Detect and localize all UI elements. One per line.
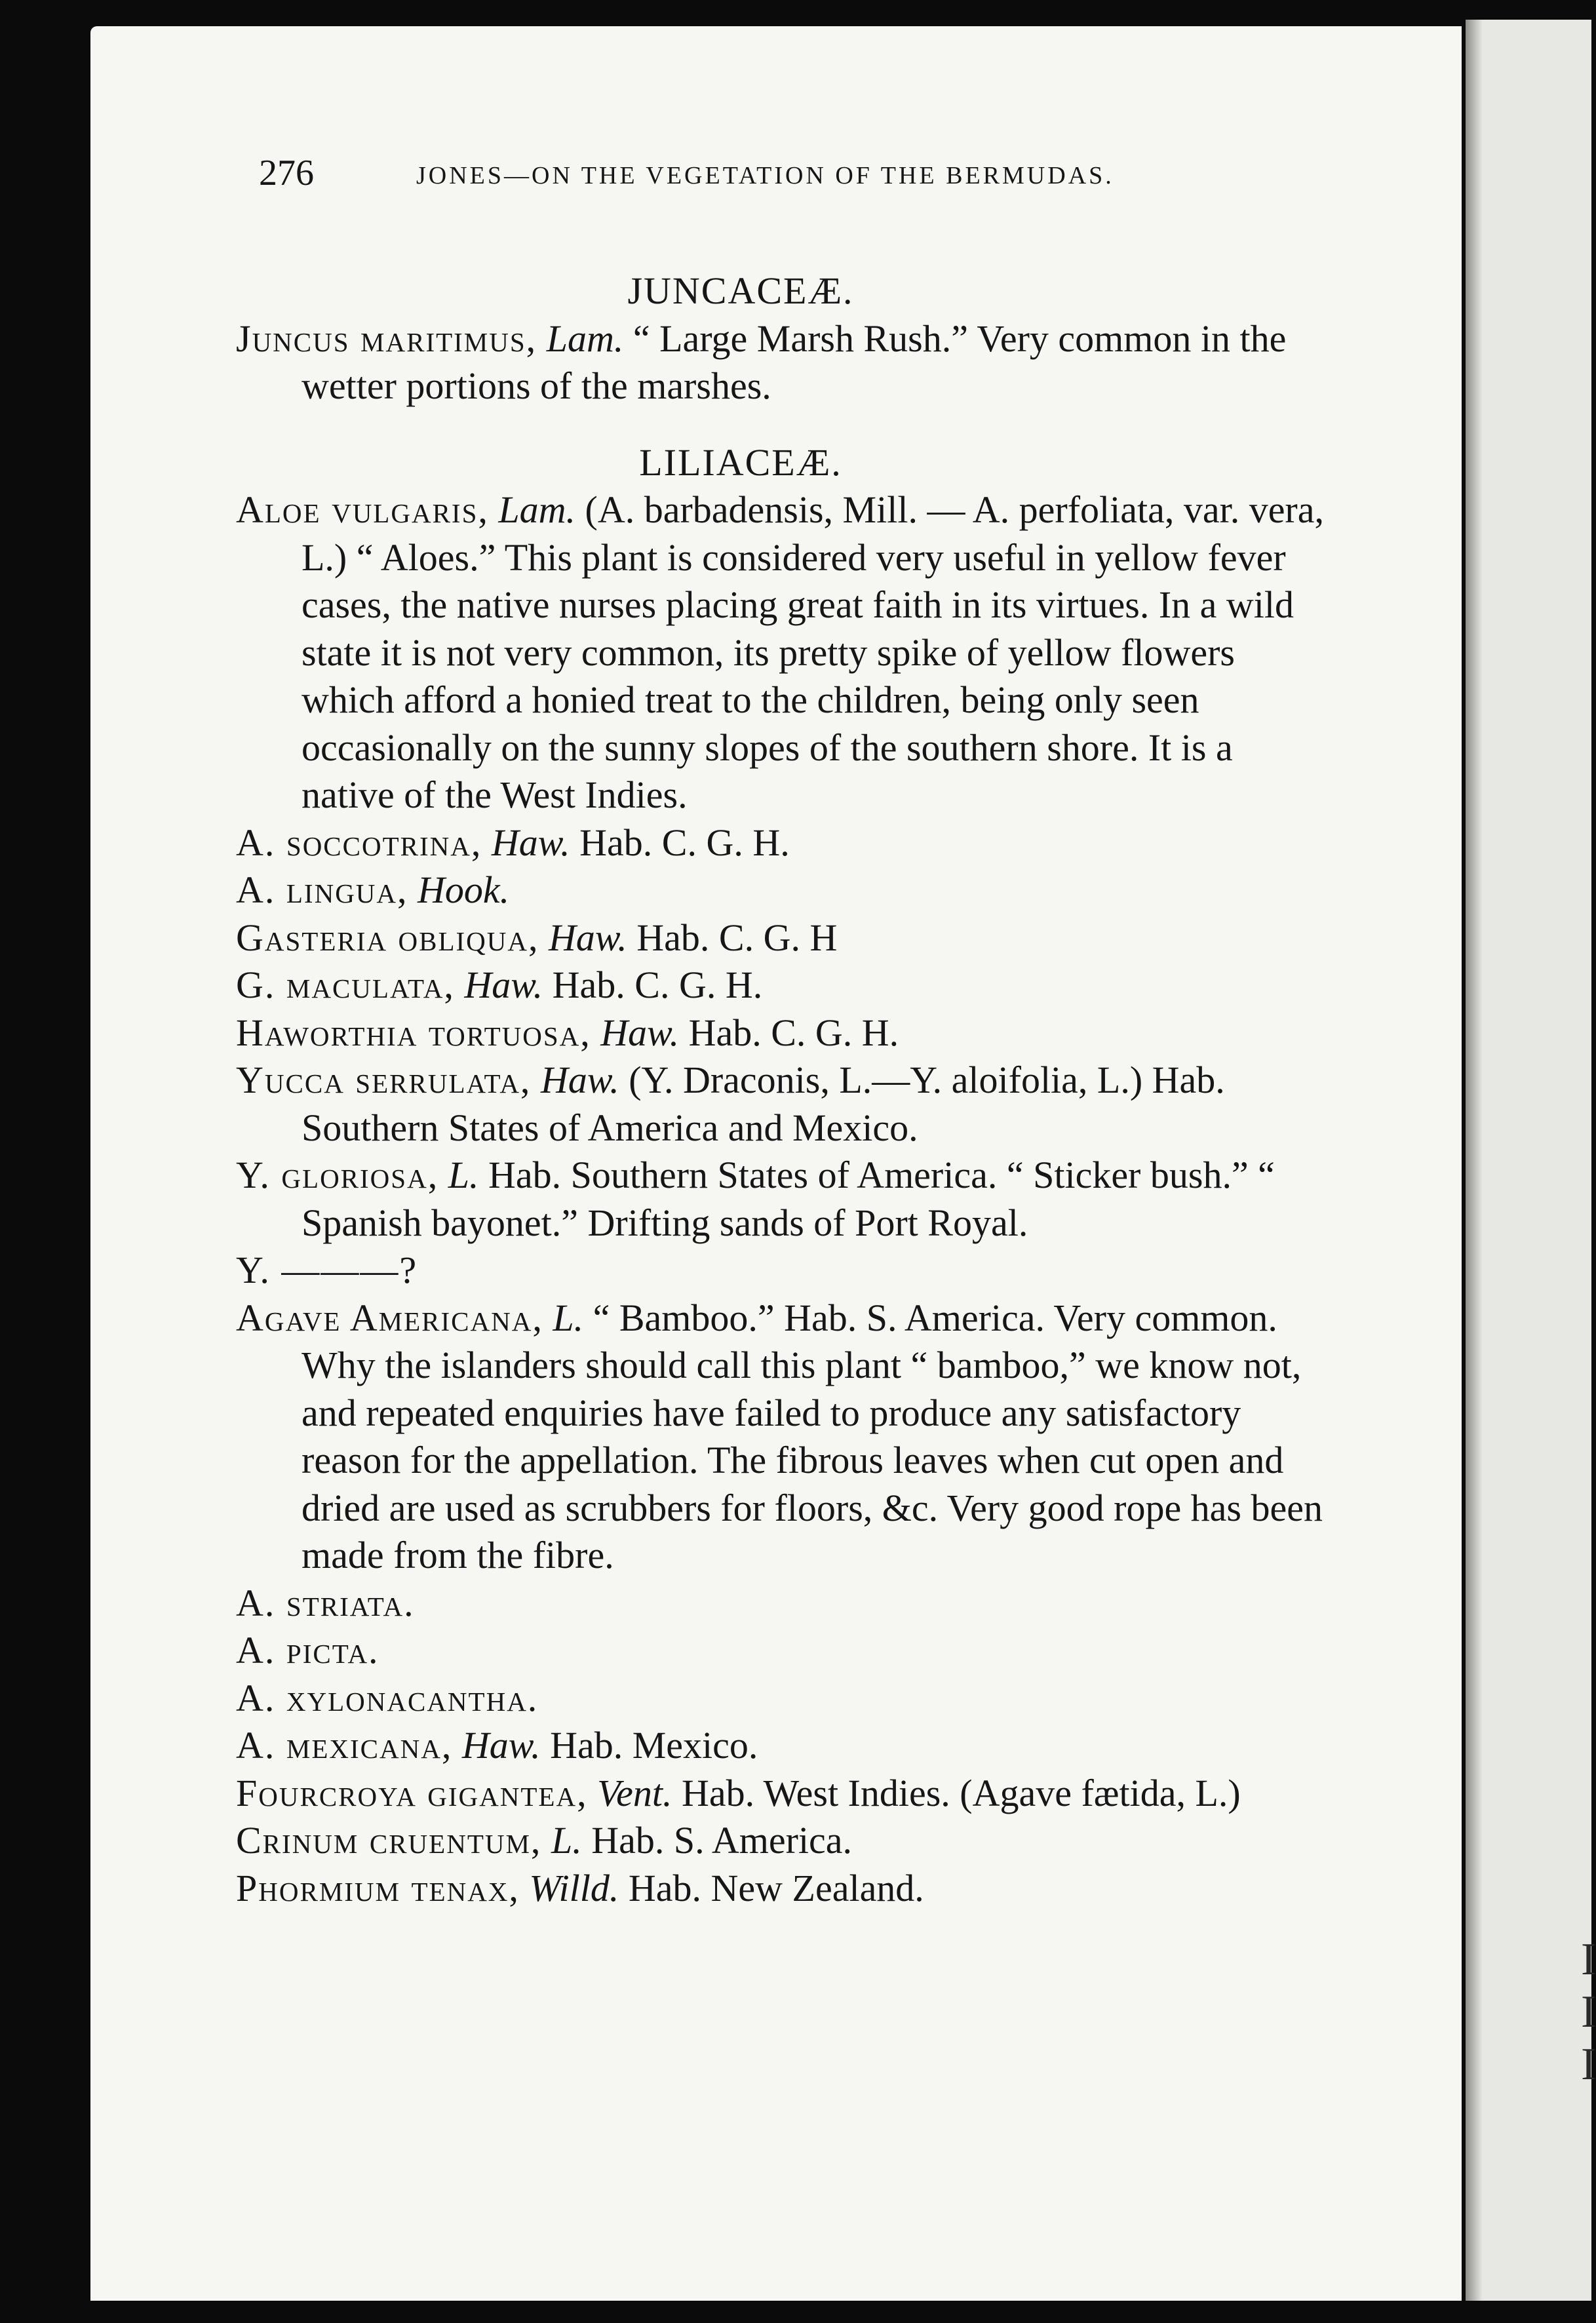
species-name: Gasteria obliqua, (236, 916, 539, 959)
species-entry (236, 962, 1324, 1009)
species-entry (236, 819, 1324, 867)
species-name: Haworthia tortuosa, (236, 1011, 591, 1054)
species-entry (236, 1152, 1324, 1247)
species-note: “ Large Marsh Rush.” Very common in the wetter portions of the marshes. (302, 317, 1287, 407)
page-number: 276 (259, 153, 314, 193)
species-entry (236, 1247, 1324, 1295)
species-name: Fourcroya gigantea, (236, 1771, 588, 1814)
book-page (90, 26, 1462, 2301)
species-name: Phormium tenax, (236, 1866, 520, 1909)
species-name: Y. ———? (236, 1249, 418, 1291)
species-entry (236, 1057, 1324, 1152)
species-entry (236, 1722, 1324, 1770)
species-name: Yucca serrulata, (236, 1059, 532, 1101)
species-entry (236, 1295, 1324, 1580)
family-heading: LILIACEÆ. (639, 440, 842, 484)
facing-page-edge-char: I (1581, 1987, 1596, 2037)
species-author: L. (553, 1296, 584, 1339)
species-author: Haw. (540, 1059, 619, 1101)
species-author: Hook. (418, 869, 510, 911)
species-author: Vent. (597, 1771, 672, 1814)
page-header (259, 152, 1335, 205)
species-name: A. picta. (236, 1629, 380, 1671)
gutter-shadow (1466, 20, 1483, 2301)
species-note: Hab. West Indies. (Agave fætida, L.) (672, 1771, 1241, 1814)
family-heading: JUNCACEÆ. (627, 269, 854, 312)
species-entry (236, 1817, 1324, 1865)
species-name: A. xylonacantha. (236, 1676, 539, 1719)
species-author: Haw. (600, 1011, 680, 1054)
species-author: Haw. (464, 964, 543, 1006)
species-name: Juncus maritimus, (236, 317, 537, 360)
species-author: L. (448, 1154, 479, 1196)
species-note: Hab. C. G. H. (543, 964, 763, 1006)
species-entry (236, 315, 1324, 410)
running-title: JONES—ON THE VEGETATION OF THE BERMUDAS. (416, 162, 1114, 189)
species-note: Hab. Southern States of America. “ Sticker bush.” “ Spanish bayonet.” Drifting sands of Port Royal. (302, 1154, 1275, 1244)
species-note: Hab. C. G. H. (679, 1011, 899, 1054)
species-name: A. striata. (236, 1581, 415, 1624)
species-entry (236, 1770, 1324, 1818)
species-name: Y. gloriosa, (236, 1154, 439, 1196)
species-name: A. mexicana, (236, 1724, 453, 1767)
species-note: Hab. New Zealand. (619, 1866, 924, 1909)
page-body (236, 267, 1324, 1912)
species-name: Agave Americana, (236, 1296, 543, 1339)
species-entry (236, 1580, 1324, 1628)
species-note: (Y. Draconis, L.—Y. aloifolia, L.) Hab. Southern States of America and Mexico. (302, 1059, 1225, 1149)
species-name: G. maculata, (236, 964, 455, 1006)
species-author: Haw. (491, 821, 570, 864)
species-author: L. (551, 1819, 582, 1862)
species-name: A. soccotrina, (236, 821, 482, 864)
species-author: Haw. (461, 1724, 541, 1767)
species-entry (236, 914, 1324, 962)
species-name: Crinum cruentum, (236, 1819, 542, 1862)
species-note: “ Bamboo.” Hab. S. America. Very common. Why the islanders should call this plant “ bamboo,” we know not, and repeated enquiries have failed to produce any satisfactory reason for the appellation. The fibrous leaves when cut open and dried are used as scrubbers for floors, &c. Very good rope has been made from the fibre. (302, 1296, 1323, 1576)
species-entry (236, 1627, 1324, 1675)
species-note: (A. barbadensis, Mill. — A. perfoliata, var. vera, L.) “ Aloes.” This plant is considered very useful in yellow fever cases, the native nurses placing great faith in its virtues. In a wild state it is not very common, its pretty spike of yellow flowers which afford a honied treat to the children, being only seen occasionally on the sunny slopes of the southern shore. It is a native of the West Indies. (302, 488, 1324, 816)
species-name: A. lingua, (236, 869, 408, 911)
species-note: Hab. C. G. H. (570, 821, 790, 864)
facing-page-edge-char: I (1581, 2039, 1596, 2090)
species-note: Hab. Mexico. (540, 1724, 758, 1767)
species-name: Aloe vulgaris, (236, 488, 489, 531)
facing-page-edge-char: I (1581, 1934, 1596, 1985)
species-note: Hab. C. G. H (627, 916, 838, 959)
species-author: Lam. (498, 488, 576, 531)
species-author: Lam. (546, 317, 624, 360)
species-entry (236, 867, 1324, 914)
facing-page (1466, 20, 1596, 2301)
species-entry (236, 1865, 1324, 1913)
species-note: Hab. S. America. (581, 1819, 853, 1862)
species-author: Willd. (529, 1866, 619, 1909)
species-author: Haw. (548, 916, 627, 959)
species-entry (236, 486, 1324, 819)
species-entry (236, 1009, 1324, 1057)
species-entry (236, 1675, 1324, 1723)
